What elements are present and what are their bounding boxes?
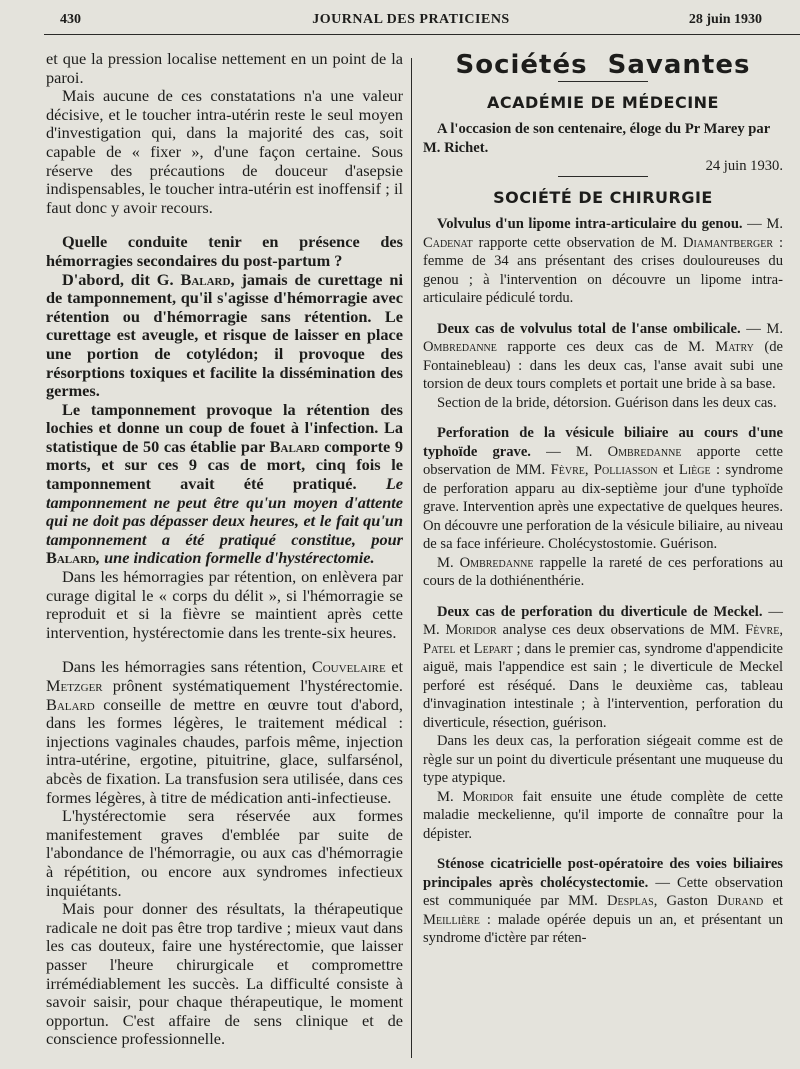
article: Deux cas de perforation du diverticule de Meckel. — M. Moridor analyse ces deux observations de MM. Fèvre, Patel et Lepart ; dans le premier cas, syndrome d'appendicite aiguë, mais l'appendice est sain ; le diverticule de Meckel perforé est réséqué. Dans le deuxième cas, tableau d'invagination intestinale ; à l'intervention, perforation du diverticule, résection, guérison.	[423, 603, 783, 731]
article: Deux cas de volvulus total de l'anse ombilicale. — M. Ombredanne rapporte ces deux cas de M. Matry (de Fontainebleau) : dans les deux cas, l'anse avait subi une torsion de deux tours complets et portait une bride à sa base.	[423, 320, 783, 392]
article: Volvulus d'un lipome intra-articulaire du genou. — M. Cadenat rapporte cette observation de M. Diamantberger : femme de 34 ans présentant des crises douloureuses du genou ; à l'intervention on découvre un lipome intra-articulaire pédiculé tordu.	[423, 216, 783, 306]
right-column	[423, 50, 783, 948]
paragraph: Dans les hémorragies par rétention, on enlèvera par curage digital le « corps du délit », si l'hémorragie se reproduit et si la fièvre se maintient après cette intervention, hystérectomie dans les trente-six heures.	[46, 567, 403, 642]
paragraph: et que la pression localise nettement en un point de la paroi.	[46, 49, 403, 87]
chirurgie-title: SOCIÉTÉ DE CHIRURGIE	[493, 187, 713, 207]
section-title: Sociétés Savantes	[455, 50, 751, 80]
author-name: Diamantberger	[683, 234, 773, 251]
author-name: Fèvre	[550, 462, 585, 478]
author-name: Matry	[715, 339, 754, 355]
paragraph: Dans les hémorragies sans rétention, Couvelaire et Metzger prônent systématiquement l'hystérectomie. Balard conseille de mettre en œuvre tout d'abord, dans les formes légères, le traitement médical : injections vaginales chaudes, parfois même, injection intra-utérine, ergotine, pituitrine, glace, sulfarsénol, abcès de fixation. La transfusion sera utilisée, dans ces formes légères, à titre de médication anti-infectieuse.	[46, 657, 403, 807]
left-column	[46, 50, 403, 1049]
paragraph: Section de la bride, détorsion. Guérison dans les deux cas.	[437, 394, 777, 411]
article: Perforation de la vésicule biliaire au cours d'une typhoïde grave. — M. Ombredanne apporte cette observation de MM. Fèvre, Polliasson et Liège : syndrome de perforation apparu au dix-septième jour d'une typhoïde grave. Intervention après une expectative de quelques heures. On découvre une perforation de la vésicule biliaire, au niveau de sa face inférieure. Cholécystostomie. Guérison.	[423, 425, 783, 552]
author-name: Metzger	[46, 676, 103, 695]
author-name: Balard	[180, 269, 231, 289]
author-name: Couvelaire	[311, 657, 386, 677]
author-name: Moridor	[462, 788, 514, 805]
article: Sténose cicatricielle post-opératoire des voies biliaires principales après cholécystectomie. — Cette observation est communiquée par MM. Desplas, Gaston Durand et Meillière : malade opérée depuis un an, et présentant un syndrome d'ictère par réten-	[423, 856, 783, 946]
author-name: Cadenat	[423, 234, 473, 251]
paragraph: Dans les deux cas, la perforation siégeait comme est de règle sur un point du diverticule présentant une muqueuse du type atypique.	[423, 733, 783, 786]
academie-title: ACADÉMIE DE MÉDECINE	[487, 92, 719, 112]
divider	[558, 81, 648, 82]
author-name: Ombredanne	[607, 443, 682, 460]
article-title: Perforation de la vésicule biliaire au cours d'une typhoïde grave.	[423, 425, 783, 460]
paragraph: D'abord, dit G. Balard, jamais de curettage ni de tamponnement, qu'il s'agisse d'hémorragie avec rétention ou d'hémorragie sans rétention. Le curettage est aveugle, et risque de laisser en place une portion de cotylédon; il provoque des résorptions toxiques et facilite la dissémination des germes.	[46, 269, 403, 401]
academie-intro: A l'occasion de son centenaire, éloge du Pr Marey par M. Richet.	[423, 121, 770, 156]
paragraph: L'hystérectomie sera réservée aux formes manifestement graves d'emblée par suite de l'abondance de l'hémorragie, ou aux cas d'hémorragie à répétition, ou encore aux syndromes infectieux inquiétants.	[46, 806, 403, 900]
journal-title: JOURNAL DES PRATICIENS	[312, 12, 510, 27]
divider	[558, 176, 648, 177]
page-number: 430	[60, 12, 81, 27]
author-name: Fèvre	[745, 622, 780, 638]
paragraph: Mais aucune de ces constatations n'a une valeur décisive, et le toucher intra-utérin reste le seul moyen d'investigation qui, dans la majorité des cas, soit capable de « fixer », d'une façon certaine. Sous réserve des précautions de douceur d'asepsie indispensables, le toucher intra-utérin est inoffensif ; il faut donc y avoir recours.	[46, 86, 403, 217]
author-name: Desplas	[607, 893, 654, 909]
paragraph: Le tamponnement provoque la rétention des lochies et donne un coup de fouet à l'infection. La statistique de 50 cas établie par Balard comporte 9 morts, et sur ces 9 cas de mort, cinq fois le tamponnement avait été pratiqué. Le tamponnement ne peut être qu'un moyen d'attente qui ne doit pas dépasser deux heures, et le fait qu'un tamponnement a été pratiqué constitue, pour Balard, une indication formelle d'hystérectomie.	[46, 399, 403, 568]
author-name: Balard	[46, 548, 96, 568]
article-title: Volvulus d'un lipome intra-articulaire du genou.	[437, 216, 743, 232]
article-title: Sténose cicatricielle post-opératoire des voies biliaires principales après cholécystectomie.	[423, 856, 783, 891]
page-header	[60, 12, 762, 32]
author-name: Ombredanne	[459, 554, 534, 571]
issue-date: 28 juin 1930	[688, 12, 762, 27]
author-name: Ombredanne	[423, 339, 497, 355]
article-title: Deux cas de volvulus total de l'anse ombilicale.	[437, 320, 741, 337]
author-name: Moridor	[445, 622, 497, 638]
author-name: Balard	[46, 694, 95, 714]
author-name: Durand	[717, 893, 764, 909]
paragraph: M. Ombredanne rappelle la rareté de ces perforations au cours de la dothiénenthérie.	[423, 554, 783, 589]
section-question: Quelle conduite tenir en présence des hémorragies secondaires du post-partum ?	[46, 232, 403, 270]
paragraph: Mais pour donner des résultats, la thérapeutique radicale ne doit pas être trop tardive ; mieux vaut dans les cas douteux, faire une hystérectomie, que laisser passer l'heure chirurgicale et compromettre irrémédiablement les succès. La difficulté consiste à savoir saisir, pour chaque thérapeutique, le moment opportun. C'est affaire de sens clinique et de conscience professionnelle.	[46, 899, 403, 1049]
author-name: Balard	[269, 436, 320, 456]
paragraph: M. Moridor fait ensuite une étude complète de cette maladie meckelienne, qu'il importe de connaître pour la dépister.	[423, 788, 783, 842]
column-divider	[411, 58, 412, 1058]
author-name: Polliasson	[593, 462, 658, 478]
author-name: Meillière	[423, 911, 480, 928]
author-name: Liège	[678, 462, 711, 478]
academie-date: 24 juin 1930.	[705, 158, 783, 174]
author-name: Patel	[423, 640, 456, 657]
author-name: Lepart	[473, 640, 513, 657]
header-rule	[44, 34, 800, 35]
article-title: Deux cas de perforation du diverticule de Meckel.	[437, 603, 763, 620]
